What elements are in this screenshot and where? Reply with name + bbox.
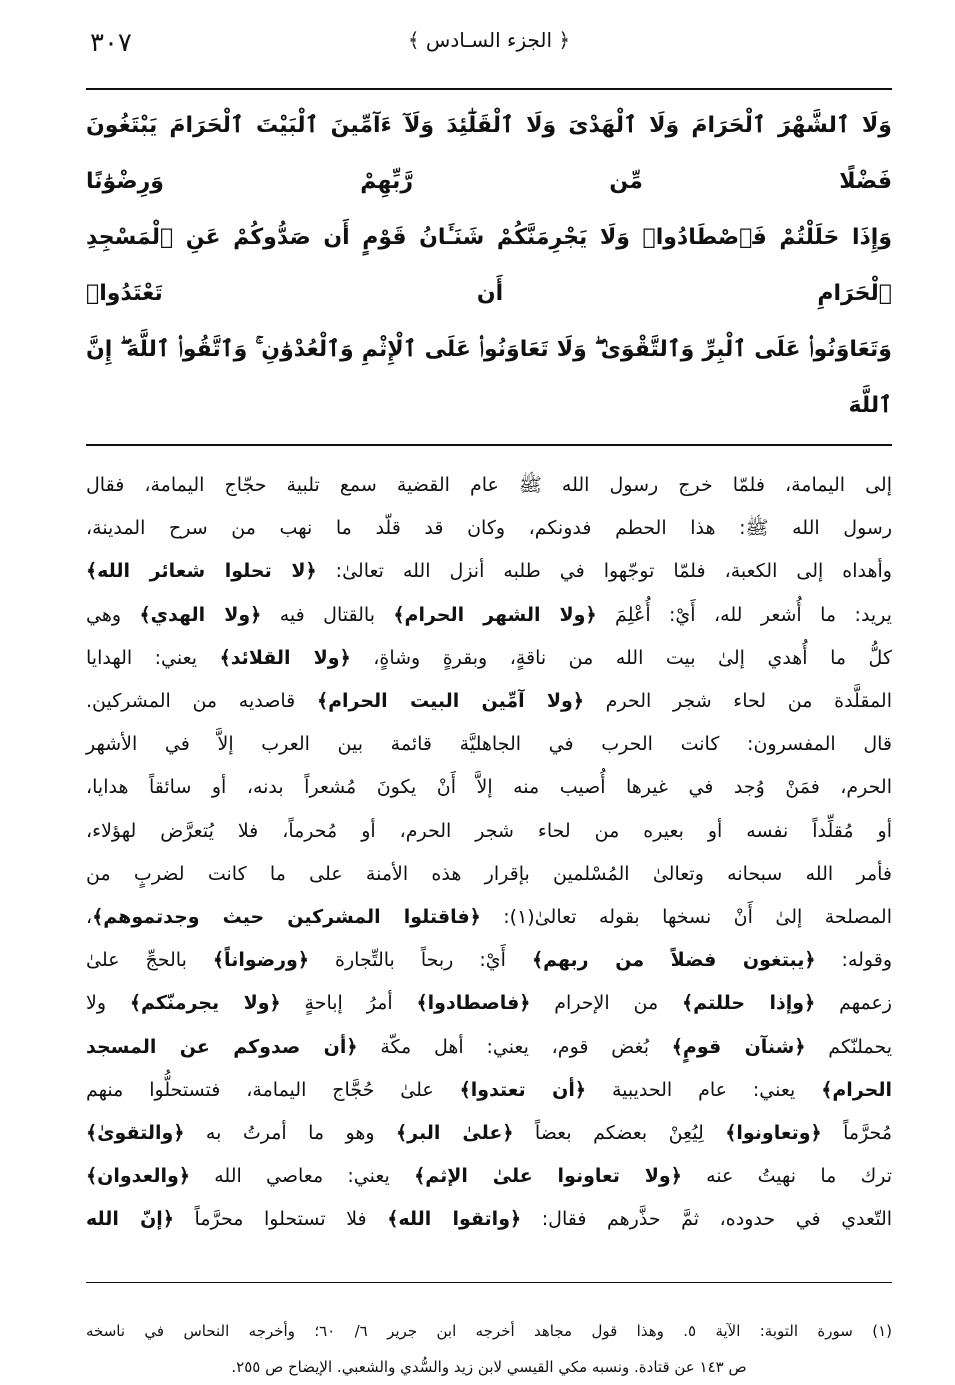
quran-quote: ﴿والعدوان﴾ [86,1165,190,1188]
quran-line: وَإِذَا حَلَلْتُمْ فَٱصْطَادُوا۟ وَلَا يَجْرِمَنَّكُمْ شَنَـَٔانُ قَوْمٍ أَن صَدُّوكُمْ عَنِ ٱلْمَسْجِدِ ٱلْحَرَامِ أَن تَعْتَدُوا۟ [86,225,892,306]
page-number: ٣٠٧ [90,28,132,58]
quran-quote: ﴿وتعاونوا﴾ [725,1122,822,1145]
body-line [86,680,892,723]
body-line [86,1198,892,1241]
body-line [86,896,892,939]
body-text: بُغض قوم، يعني: أهل مكّة [357,1035,672,1058]
quran-quote: ﴿ولا يجرمنّكم﴾ [129,992,281,1015]
quran-line: وَلَا ٱلشَّهْرَ ٱلْحَرَامَ وَلَا ٱلْهَدْىَ وَلَا ٱلْقَلَٰٓئِدَ وَلَآ ءَآمِّينَ ٱلْبَيْتَ ٱلْحَرَامَ يَبْتَغُونَ فَضْلًا مِّن رَّبِّهِمْ وَرِضْوَٰنًا [86,113,892,194]
body-text: كلُّ ما أُهدي إلىٰ بيت الله من ناقةٍ، وبقرةٍ وشاةٍ، [350,646,892,669]
quran-quote: ﴿ولا تعاونوا علىٰ الإثم﴾ [414,1165,682,1188]
body-text: أو مُقلِّداً نفسه أو بعيره من لحاء شجر الحرم، أو مُحرماً، فلا يُتعرَّض لهؤلاء، [86,819,892,842]
body-text: المقلَّدة من لحاء شجر الحرم [583,690,892,713]
body-line [86,1155,892,1198]
commentary-body [86,446,892,1282]
quran-quote: ﴿وإذا حللتم﴾ [682,992,816,1015]
body-text: ترك ما نهيتُ عنه [681,1165,893,1188]
body-text: ولا [86,992,130,1015]
quran-quote: ﴿ولا آمِّين البيت الحرام﴾ [316,690,584,713]
body-text: أَيْ: ربحاً بالتِّجارة [309,949,532,972]
body-text: يريد: ما أُشعر لله، أَيْ: أُعْلِمَ [596,603,892,626]
body-text: وأهداه إلى الكعبة، فلمّا توجّهوا في طلبه أنزل الله تعالىٰ: [316,560,892,583]
body-text: بالقتال فيه [261,603,394,626]
body-text: يعني: عام الحديبية [586,1078,822,1101]
quran-quote: ﴿فاقتلوا المشركين حيث وجدتموهم﴾ [92,906,481,929]
body-text: المصلحة إلىٰ أَنْ نسخها بقوله تعالىٰ(١): [480,906,893,929]
body-text: ، [86,906,93,929]
body-text: التّعدي في حدوده، ثمَّ حذَّرهم فقال: [521,1208,893,1231]
body-text: زعمهم [815,992,892,1015]
running-header: ﴿ الجزء السـادس ﴾ [407,28,571,52]
footnotes [86,1283,892,1385]
body-line [86,1112,892,1155]
body-line [86,550,892,593]
body-text: من الإحرام [530,992,683,1015]
body-text: وهو ما أمرتُ به [184,1122,396,1145]
body-text: رسول الله ﷺ: هذا الحطم فدونكم، وكان قد قلّد ما نهب من سرح المدينة، [86,517,892,540]
body-text: بالحجِّ علىٰ [86,949,213,972]
quran-quote: ﴿شنآن قومٍ﴾ [671,1035,806,1058]
body-line [86,507,892,550]
quran-quote: ﴿ورضواناً﴾ [212,949,309,972]
body-line [86,1069,892,1112]
body-text: فأمر الله سبحانه وتعالىٰ المُسْلمين بإقرار هذه الأمنة على ما كانت لضربٍ من [86,862,892,885]
quran-quote: ﴿فاصطادوا﴾ [416,992,531,1015]
book-page [86,0,892,1385]
body-line [86,637,892,680]
body-text: يعني: الهدايا [86,646,220,669]
body-text: إلى اليمامة، فلمّا خرج رسول الله ﷺ عام القضية سمع تلبية حجّاج اليمامة، فقال [86,474,892,496]
quran-quote: ﴿علىٰ البر﴾ [396,1122,514,1145]
quran-quote: الحرام﴾ [821,1078,892,1101]
quran-quote: ﴿ولا القلائد﴾ [219,646,351,669]
quran-quote: ﴿ولا الشهر الحرام﴾ [393,603,597,626]
quran-quote: ﴿أن صدوكم عن المسجد [86,1035,358,1058]
body-text: وقوله: [815,949,892,972]
body-text: قاصديه من المشركين. [86,690,317,713]
body-text: الحرم، فمَنْ وُجد في غيرها أُصيب منه إلاَّ أَنْ يكونَ مُشعراً بدنه، أو سائقاً هدايا، [86,776,892,799]
body-line [86,982,892,1025]
body-line [86,939,892,982]
quran-quote: ﴿يبتغون فضلاً من ربهم﴾ [531,949,816,972]
body-line [86,723,892,766]
body-text: علىٰ حُجَّاج اليمامة، فتستحلُّوا منهم [86,1078,460,1101]
quran-line: وَتَعَاوَنُوا۟ عَلَى ٱلْبِرِّ وَٱلتَّقْوَىٰ ۖ وَلَا تَعَاوَنُوا۟ عَلَى ٱلْإِثْمِ وَٱلْعُدْوَٰنِ ۚ وَٱتَّقُوا۟ ٱللَّهَ ۖ إِنَّ ٱللَّهَ [86,337,892,418]
body-text: لِيُعِنْ بعضكم بعضاً [513,1122,726,1145]
quran-quote: ﴿إنّ الله [86,1208,174,1231]
footnote-line: ص ١٤٣ عن قتادة. ونسبه مكي القيسي لابن زيد والسُّدي والشعبي. الإيضاح ص ٢٥٥. [231,1358,747,1377]
body-text: فلا تستحلوا محرَّماً [173,1208,388,1231]
body-line [86,766,892,809]
body-text: وهي [86,603,140,626]
body-text: يعني: معاصي الله [189,1165,415,1188]
footnote-line: (١) سورة التوبة: الآية ٥. وهذا قول مجاهد أخرجه ابن جرير ٦/ ٦٠؛ وأخرجه النحاس في ناسخه [86,1322,892,1341]
quran-quote: ﴿والتقوىٰ﴾ [86,1122,185,1145]
body-line [86,853,892,896]
quran-quote: ﴿واتقوا الله﴾ [387,1208,522,1231]
body-line [86,810,892,853]
quran-quote: ﴿ولا الهدي﴾ [139,603,262,626]
body-line [86,1026,892,1069]
quran-block [86,90,892,444]
body-text: قال المفسرون: كانت الحرب في الجاهليَّة قائمة بين العرب إلاَّ في الأشهر [86,733,892,756]
body-text: مُحرَّماً [821,1122,892,1145]
body-line [86,594,892,637]
page-header [86,28,892,88]
quran-quote: ﴿لا تحلوا شعائر الله﴾ [86,560,317,583]
body-text: أمرُ إباحةٍ [280,992,417,1015]
quran-quote: ﴿أن تعتدوا﴾ [459,1078,587,1101]
body-line [86,464,892,507]
body-text: يحملنّكم [805,1035,893,1058]
